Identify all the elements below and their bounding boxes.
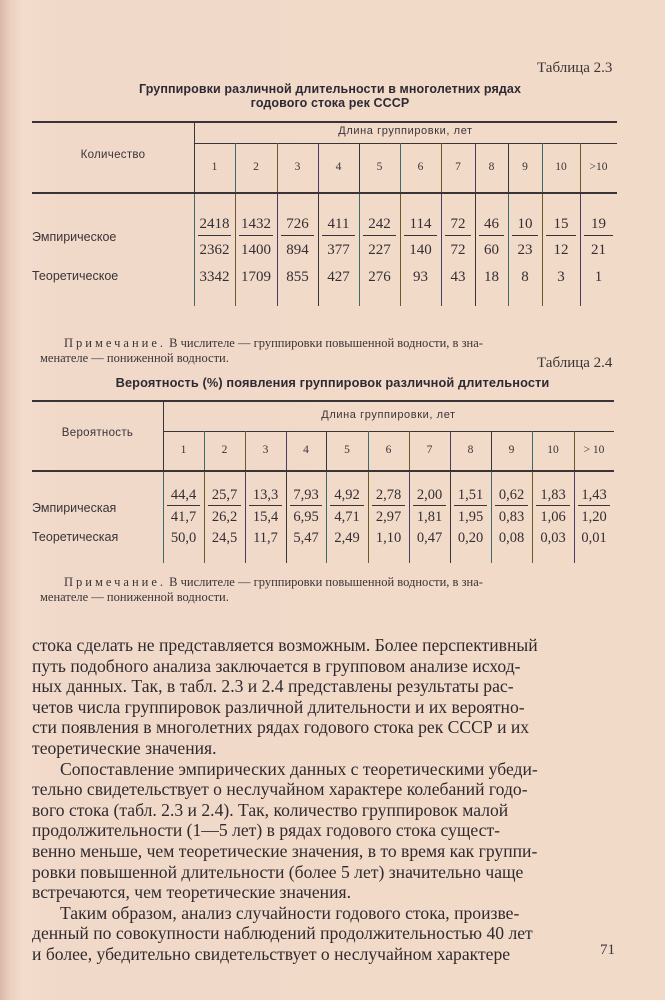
text-line: денный по совокупности наблюдений продолжительностью 40 лет xyxy=(32,923,533,944)
column-header: > 10 xyxy=(583,443,605,456)
column-header: 8 xyxy=(467,443,474,456)
fraction-bar xyxy=(512,235,538,236)
cell-denominator: 41,7 xyxy=(170,509,197,525)
cell-denominator: 1,95 xyxy=(457,509,484,525)
cell-numerator: 46 xyxy=(484,216,499,232)
note-line2: менателе — пониженной водности. xyxy=(40,590,229,604)
fraction-bar xyxy=(239,235,273,236)
note-prefix: Примечание. xyxy=(64,336,167,350)
cell-theoretical: 24,5 xyxy=(211,530,238,546)
body-text xyxy=(32,635,618,965)
column-header: 5 xyxy=(344,443,350,456)
fraction-bar xyxy=(167,505,200,506)
table-2-4-note xyxy=(40,575,625,605)
fraction-bar xyxy=(584,235,613,236)
cell-theoretical: 0,20 xyxy=(457,530,484,546)
cell-denominator: 894 xyxy=(286,242,309,258)
cell-denominator: 2,97 xyxy=(375,509,402,525)
cell-numerator: 25,7 xyxy=(211,487,238,503)
cell-theoretical: 0,08 xyxy=(498,530,525,546)
cell-denominator: 72 xyxy=(450,242,466,258)
table-subheader-rule xyxy=(163,431,614,432)
cell-denominator: 23 xyxy=(517,242,533,258)
text-line: венно меньше, чем теоретические значения, в то время как группи- xyxy=(32,840,538,861)
cell-numerator: 1432 xyxy=(241,216,271,232)
fraction-bar xyxy=(281,235,314,236)
cell-theoretical: 50,0 xyxy=(170,530,197,546)
cell-numerator: 72 xyxy=(450,216,466,232)
column-header: 8 xyxy=(488,160,495,173)
column-header: 2 xyxy=(221,443,228,456)
table-top-rule xyxy=(32,121,617,123)
cell-denominator: 6,95 xyxy=(293,509,319,525)
cell-theoretical: 2,49 xyxy=(334,530,360,546)
cell-denominator: 2362 xyxy=(199,242,230,258)
fraction-bar xyxy=(495,505,528,506)
fraction-bar xyxy=(322,235,355,236)
column-header: 6 xyxy=(417,160,424,173)
fraction-bar xyxy=(578,505,610,506)
table-2-3-label: Таблица 2.3 xyxy=(537,60,613,76)
cell-theoretical: 0,03 xyxy=(540,530,566,546)
cell-numerator: 15 xyxy=(553,216,569,232)
fraction-bar xyxy=(536,505,570,506)
text-line: встречаются, чем теоретические значения. xyxy=(32,882,351,903)
cell-theoretical: 93 xyxy=(413,269,428,285)
cell-numerator: 114 xyxy=(409,216,432,232)
row-header: Количество xyxy=(80,148,146,161)
column-header: 6 xyxy=(385,443,392,456)
cell-denominator: 60 xyxy=(484,242,499,258)
row-label-empirical: Эмпирическое xyxy=(32,230,117,244)
text-line: сти появления в многолетних рядах годового стока рек СССР и их xyxy=(32,717,530,738)
cell-denominator: 1,06 xyxy=(540,509,566,525)
note-line2: менателе — пониженной водности. xyxy=(40,351,229,365)
note-line1: В числителе — группировки повышенной водности, в зна- xyxy=(166,575,483,589)
text-line: четов числа группировок различной длительности и их вероятно- xyxy=(32,696,525,717)
table-top-rule xyxy=(32,400,614,402)
cell-numerator: 242 xyxy=(368,216,391,232)
table-2-3-title-line1: Группировки различной длительности в многолетних рядах xyxy=(138,82,521,96)
cell-numerator: 2,78 xyxy=(375,487,402,503)
cell-denominator: 1400 xyxy=(241,242,271,258)
cell-denominator: 0,83 xyxy=(498,509,525,525)
cell-theoretical: 8 xyxy=(521,269,529,285)
page-number: 71 xyxy=(600,942,615,958)
row-label-theoretical: Теоретическая xyxy=(32,530,119,544)
table-2-4-title: Вероятность (%) появления группировок различной длительности xyxy=(115,375,550,390)
cell-numerator: 44,4 xyxy=(170,487,197,503)
column-header: 9 xyxy=(522,160,528,173)
cell-theoretical: 3342 xyxy=(199,269,230,285)
column-header: 1 xyxy=(180,443,187,456)
cell-numerator: 7,93 xyxy=(293,487,319,503)
cell-theoretical: 11,7 xyxy=(253,530,278,546)
group-header: Длина группировки, лет xyxy=(321,408,456,421)
cell-denominator: 21 xyxy=(591,242,606,258)
cell-theoretical: 1709 xyxy=(241,269,271,285)
fraction-bar xyxy=(249,505,282,506)
column-header: 1 xyxy=(211,160,218,173)
cell-theoretical: 5,47 xyxy=(293,530,319,546)
cell-numerator: 19 xyxy=(591,216,606,232)
column-header: 5 xyxy=(376,160,383,173)
text-line: теоретические значения. xyxy=(32,737,217,758)
text-line: Таким образом, анализ случайности годового стока, произве- xyxy=(60,902,520,923)
cell-denominator: 1,20 xyxy=(581,509,607,525)
row-header: Вероятность xyxy=(61,427,134,439)
column-header: 7 xyxy=(426,443,433,456)
cell-numerator: 10 xyxy=(517,216,533,232)
cell-numerator: 4,92 xyxy=(334,487,360,503)
cell-denominator: 12 xyxy=(553,242,569,258)
cell-denominator: 15,4 xyxy=(252,509,279,525)
fraction-bar xyxy=(363,235,396,236)
fraction-bar xyxy=(290,505,322,506)
text-line: стока сделать не представляется возможным. Более перспективный xyxy=(32,635,538,655)
cell-theoretical: 3 xyxy=(557,269,565,285)
text-line: вого стока (табл. 2.3 и 2.4). Так, количество группировок малой xyxy=(32,799,509,820)
column-header: >10 xyxy=(589,160,608,173)
table-2-4-label: Таблица 2.4 xyxy=(537,355,613,371)
cell-theoretical: 18 xyxy=(484,269,499,285)
cell-numerator: 726 xyxy=(286,216,309,232)
column-header: 4 xyxy=(303,443,309,456)
column-header: 7 xyxy=(455,160,461,173)
cell-numerator: 411 xyxy=(327,216,350,232)
column-header: 10 xyxy=(547,443,559,456)
cell-theoretical: 855 xyxy=(286,269,309,285)
cell-numerator: 1,51 xyxy=(457,487,484,503)
cell-denominator: 140 xyxy=(409,242,432,258)
cell-theoretical: 427 xyxy=(327,269,350,285)
column-header: 10 xyxy=(555,160,567,173)
cell-numerator: 0,62 xyxy=(498,487,525,503)
note-line1: В числителе — группировки повышенной водности, в зна- xyxy=(166,336,483,350)
cell-theoretical: 43 xyxy=(450,269,466,285)
table-header-rule xyxy=(32,192,617,194)
table-header-rule xyxy=(32,470,614,472)
note-prefix: Примечание. xyxy=(64,575,167,589)
column-header: 9 xyxy=(508,443,515,456)
column-header: 3 xyxy=(262,443,269,456)
fraction-bar xyxy=(445,235,471,236)
group-header: Длина группировки, лет xyxy=(338,125,473,137)
cell-denominator: 26,2 xyxy=(211,509,238,525)
cell-numerator: 1,83 xyxy=(540,487,566,503)
row-label-empirical: Эмпирическая xyxy=(32,501,117,515)
fraction-bar xyxy=(330,505,364,506)
column-header: 3 xyxy=(294,160,301,173)
cell-theoretical: 1,10 xyxy=(375,530,402,546)
table-subheader-rule xyxy=(194,143,617,144)
cell-numerator: 2,00 xyxy=(416,487,443,503)
fraction-bar xyxy=(372,505,405,506)
fraction-bar xyxy=(404,235,437,236)
cell-numerator: 13,3 xyxy=(252,487,279,503)
cell-denominator: 1,81 xyxy=(416,509,443,525)
text-line: Сопоставление эмпирических данных с теоретическими убеди- xyxy=(60,758,538,779)
column-header: 2 xyxy=(253,160,259,173)
cell-denominator: 227 xyxy=(368,242,391,258)
cell-denominator: 4,71 xyxy=(334,509,360,525)
text-line: и более, убедительно свидетельствует о неслучайном характере xyxy=(32,943,511,964)
cell-numerator: 1,43 xyxy=(581,487,607,503)
cell-theoretical: 1 xyxy=(594,269,603,285)
table-2-3-title-line2: годового стока рек СССР xyxy=(250,96,410,110)
fraction-bar xyxy=(198,235,231,236)
cell-theoretical: 0,47 xyxy=(416,530,443,546)
cell-theoretical: 0,01 xyxy=(581,530,607,546)
fraction-bar xyxy=(413,505,446,506)
cell-theoretical: 276 xyxy=(368,269,391,285)
text-line: ных данных. Так, в табл. 2.3 и 2.4 представлены результаты рас- xyxy=(32,676,514,697)
fraction-bar xyxy=(546,235,576,236)
cell-denominator: 377 xyxy=(327,242,350,258)
fraction-bar xyxy=(208,505,241,506)
text-line: продолжительности (1—5 лет) в рядах годового стока сущест- xyxy=(32,820,501,841)
row-label-theoretical: Теоретическое xyxy=(32,269,119,283)
text-line: путь подобного анализа заключается в групповом анализе исход- xyxy=(32,655,521,676)
column-header: 4 xyxy=(335,160,342,173)
text-line: тельно свидетельствует о неслучайном характере колебаний годо- xyxy=(32,779,528,800)
cell-numerator: 2418 xyxy=(199,216,230,232)
fraction-bar xyxy=(454,505,487,506)
text-line: ровки повышенной длительности (более 5 лет) значительно чаще xyxy=(32,861,524,882)
fraction-bar xyxy=(479,235,504,236)
